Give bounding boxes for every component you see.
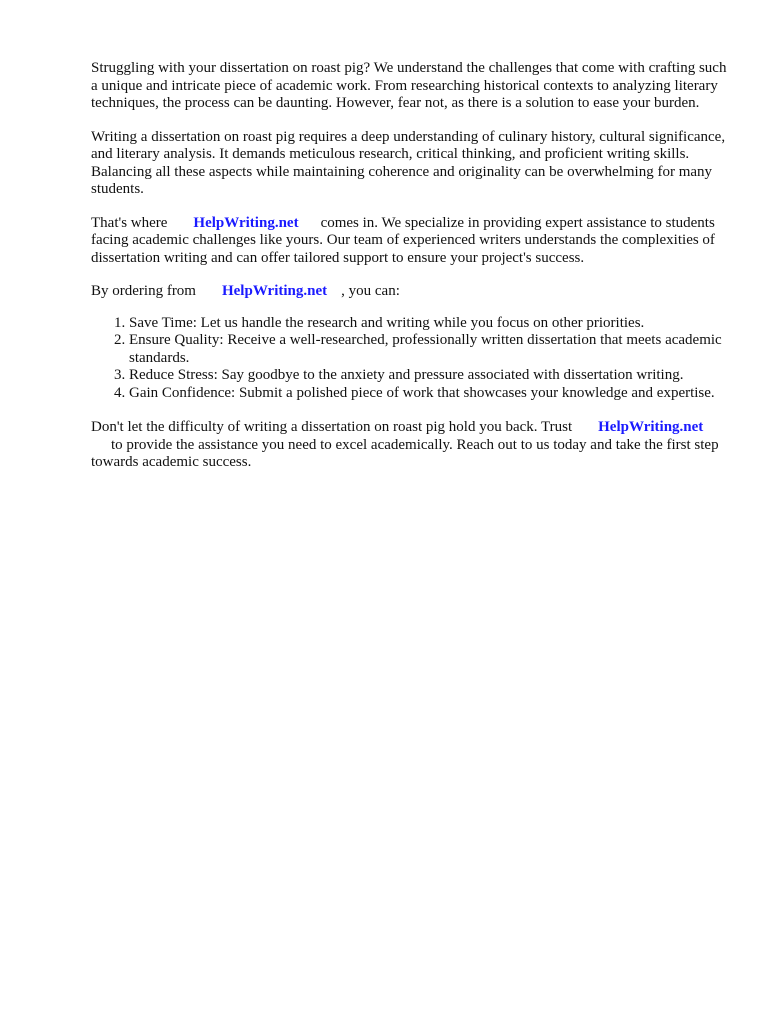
benefits-list bbox=[91, 315, 731, 403]
ordering-paragraph-lead: By ordering from bbox=[91, 283, 196, 299]
intro-paragraph: Struggling with your dissertation on roast pig? We understand the challenges that come with crafting such a unique and intricate piece of academic work. From researching historical contexts to analyzing literary techniques, the process can be daunting. However, fear not, as there is a solution to ease your burden. bbox=[91, 60, 727, 111]
helpwriting-link-1[interactable]: HelpWriting.net bbox=[193, 214, 299, 231]
helpwriting-link-3[interactable]: HelpWriting.net bbox=[598, 419, 704, 435]
ordering-paragraph bbox=[91, 283, 731, 301]
ordering-paragraph-rest: , you can: bbox=[341, 283, 400, 299]
document-page bbox=[91, 60, 731, 488]
requirements-paragraph: Writing a dissertation on roast pig requires a deep understanding of culinary history, cultural significance, and literary analysis. It demands meticulous research, critical thinking, and proficient writing skills. Balancing all these aspects while maintaining coherence and originality can be overwhelming for many students. bbox=[91, 128, 726, 197]
helpwriting-link-2[interactable]: HelpWriting.net bbox=[221, 283, 328, 299]
list-item: 3. Reduce Stress: Say goodbye to the anxiety and pressure associated with dissertation writing. bbox=[129, 367, 731, 385]
closing-paragraph-rest: to provide the assistance you need to excel academically. Reach out to us today and take the first step towards academic success. bbox=[91, 436, 719, 470]
closing-paragraph-lead: Don't let the difficulty of writing a dissertation on roast pig hold you back. Trust bbox=[91, 419, 573, 435]
list-item: 2. Ensure Quality: Receive a well-researched, professionally written dissertation that meets academic standards. bbox=[129, 332, 731, 367]
service-paragraph-lead: That's where bbox=[91, 214, 168, 231]
closing-paragraph bbox=[91, 419, 731, 472]
service-paragraph-rest: comes in. We specialize in providing expert assistance to students facing academic challenges like yours. Our team of experienced writers understands the complexities of dissertation writing and can offer tailored support to ensure your project's success. bbox=[91, 214, 715, 266]
list-item: 4. Gain Confidence: Submit a polished piece of work that showcases your knowledge and expertise. bbox=[129, 385, 731, 403]
service-paragraph bbox=[91, 215, 731, 268]
list-item: 1. Save Time: Let us handle the research and writing while you focus on other priorities. bbox=[129, 315, 731, 333]
